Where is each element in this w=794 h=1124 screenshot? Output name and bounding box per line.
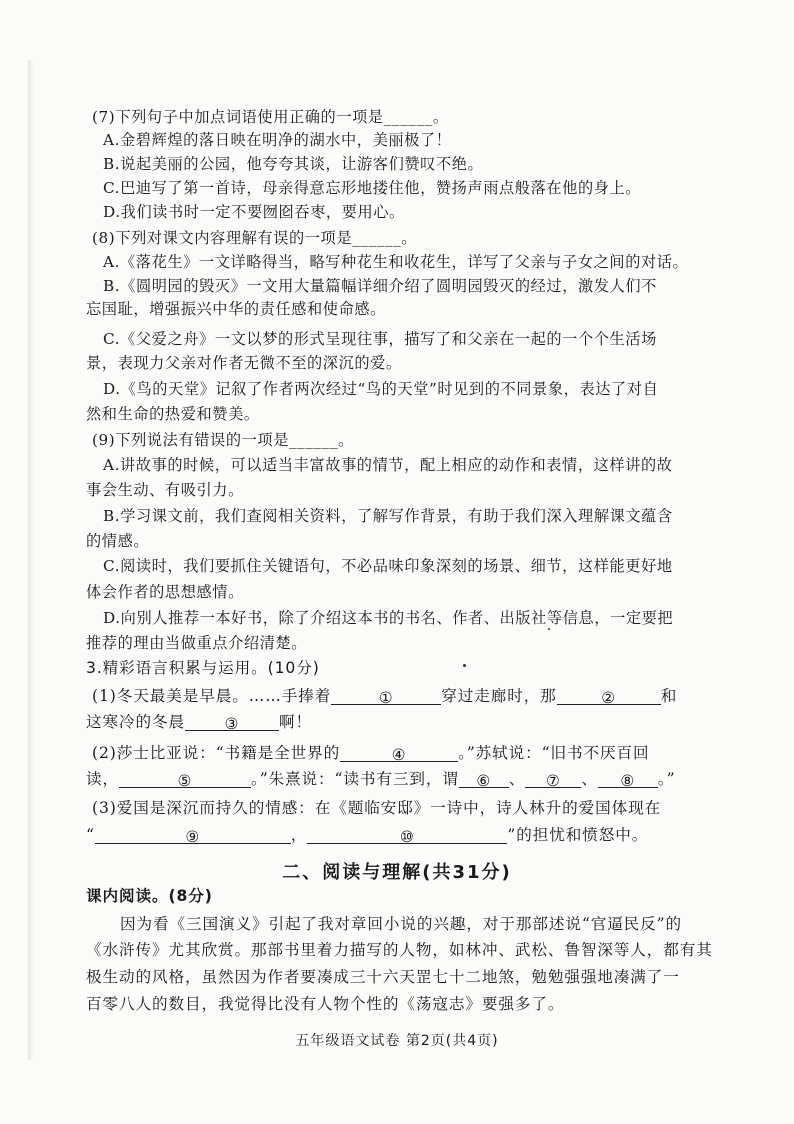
s3-item2-line1 [92,743,649,763]
blank-4-marker: ④ [391,746,407,764]
reading-line-3: 极生动的风格，虽然因为作者要凑成三十六天罡七十二地煞，勉勉强强地凑满了一 [86,968,680,986]
blank-9[interactable] [95,827,291,844]
q9-option-d-line1: D.向别人推荐一本好书，除了介绍这本书的书名、作者、出版社等信息，一定要把 [103,609,674,627]
q9-option-c-line2: 体会作者的思想感情。 [86,583,244,601]
blank-3[interactable] [185,714,279,731]
s3-item2-text-b: 。”苏轼说：“旧书不厌百回 [458,744,650,762]
s3-item3-line1: (3)爱国是深沉而持久的情感：在《题临安邸》一诗中，诗人林升的爱国体现在 [92,799,662,817]
s3-item1-text-d: 这寒冷的冬晨 [86,713,185,731]
s3-item3-line2 [86,825,648,845]
s3-item2-text-c: 读， [86,770,119,788]
s3-sep-1: 、 [508,770,526,788]
blank-7[interactable] [525,771,581,788]
blank-9-marker: ⑨ [185,828,201,846]
s3-item1-text-c: 和 [660,687,678,705]
q8-option-b-line2: 忘国耻，增强振兴中华的责任感和使命感。 [86,300,386,318]
blank-4[interactable] [340,745,458,762]
q8-stem: (8)下列对课文内容理解有误的一项是______。 [92,229,418,247]
blank-3-marker: ③ [224,715,240,733]
part2-title: 二、阅读与理解(共31分) [282,862,512,883]
q9-option-b-line2: 的情感。 [86,532,150,550]
reading-line-4: 百零八人的数目，我觉得比没有人物个性的《荡寇志》要强多了。 [86,995,565,1013]
s3-item1-text-a: (1)冬天最美是早晨。……手捧着 [92,687,332,705]
q9-option-b-line1: B.学习课文前，我们查阅相关资料，了解写作背景，有助于我们深入理解课文蕴含 [103,507,673,525]
q9-stem: (9)下列说法有错误的一项是______。 [92,431,354,449]
q8-option-b-line1: B.《圆明园的毁灭》一文用大量篇幅详细介绍了圆明园毁灭的经过，激发人们不 [103,277,657,295]
s3-item2-text-a: (2)莎士比亚说：“书籍是全世界的 [92,744,341,762]
s3-item1-text-e: 啊！ [278,713,312,731]
page-footer: 五年级语文试卷 第2页(共4页) [295,1033,499,1049]
s3-item1-text-b: 穿过走廊时，那 [441,687,557,705]
q7-option-d: D.我们读书时一定不要囫囵吞枣，要用心。 [103,203,405,221]
q8-option-c-line2: 景，表现力父亲对作者无微不至的深沉的爱。 [86,354,402,372]
s3-item2-line2 [86,769,675,789]
blank-10[interactable] [307,827,507,844]
scan-speck [548,628,550,630]
blank-8-marker: ⑧ [620,772,636,790]
blank-7-marker: ⑦ [545,772,561,790]
blank-2-marker: ② [601,689,617,707]
s3-item2-text-d: 。”朱熹说：“读书有三到，谓 [251,770,459,788]
q9-option-d-line2: 推荐的理由当做重点介绍清楚。 [86,634,308,652]
s3-item3-text-d: ”的担忧和愤怒中。 [507,826,649,844]
scan-speck [463,664,466,667]
blank-5-marker: ⑤ [177,772,193,790]
part2-subheading: 课内阅读。(8分) [86,887,213,905]
blank-1-marker: ① [378,689,394,707]
q7-option-c: C.巴迪写了第一首诗，母亲得意忘形地搂住他，赞扬声雨点般落在他的身上。 [103,179,642,197]
q7-stem: (7)下列句子中加点词语使用正确的一项是______。 [92,108,449,126]
s3-item3-text-c: ， [290,826,308,844]
q8-option-a: A.《落花生》一文详略得当，略写种花生和收花生，详写了父亲与子女之间的对话。 [103,253,689,271]
section3-heading: 3.精彩语言积累与运用。(10分) [86,659,320,677]
blank-1[interactable] [331,688,441,705]
reading-line-1: 因为看《三国演义》引起了我对章回小说的兴趣，对于那部述说“官逼民反”的 [120,915,683,933]
s3-item1-line2 [86,712,312,732]
scan-edge-shadow [28,60,34,1060]
q7-option-a: A.金碧辉煌的落日映在明净的湖水中，美丽极了！ [103,131,452,149]
s3-item2-text-e: 。” [657,770,676,788]
q9-option-a-line2: 事会生动、有吸引力。 [86,481,244,499]
blank-10-marker: ⑩ [399,828,415,846]
s3-sep-2: 、 [581,770,598,788]
q7-option-b: B.说起美丽的公园，他夸夸其谈，让游客们赞叹不绝。 [103,155,484,173]
blank-6[interactable] [459,771,509,788]
blank-2[interactable] [557,688,661,705]
reading-line-2: 《水浒传》尤其欣赏。那部书里着力描写的人物，如林冲、武松、鲁智深等人，都有其 [86,941,713,959]
q8-option-c-line1: C.《父爱之舟》一文以梦的形式呈现往事，描写了和父亲在一起的一个个生活场 [103,330,657,348]
blank-8[interactable] [598,771,658,788]
s3-item1-line1 [92,686,677,706]
blank-6-marker: ⑥ [476,772,492,790]
q8-option-d-line1: D.《鸟的天堂》记叙了作者两次经过“鸟的天堂”时见到的不同景象，表达了对自 [103,380,659,398]
blank-5[interactable] [119,771,251,788]
s3-item3-text-b: “ [86,826,95,844]
q8-option-d-line2: 然和生命的热爱和赞美。 [86,405,260,423]
q9-option-a-line1: A.讲故事的时候，可以适当丰富故事的情节，配上相应的动作和表情，这样讲的故 [103,456,673,474]
q9-option-c-line1: C.阅读时，我们要抓住关键语句，不必品味印象深刻的场景、细节，这样能更好地 [103,557,673,575]
